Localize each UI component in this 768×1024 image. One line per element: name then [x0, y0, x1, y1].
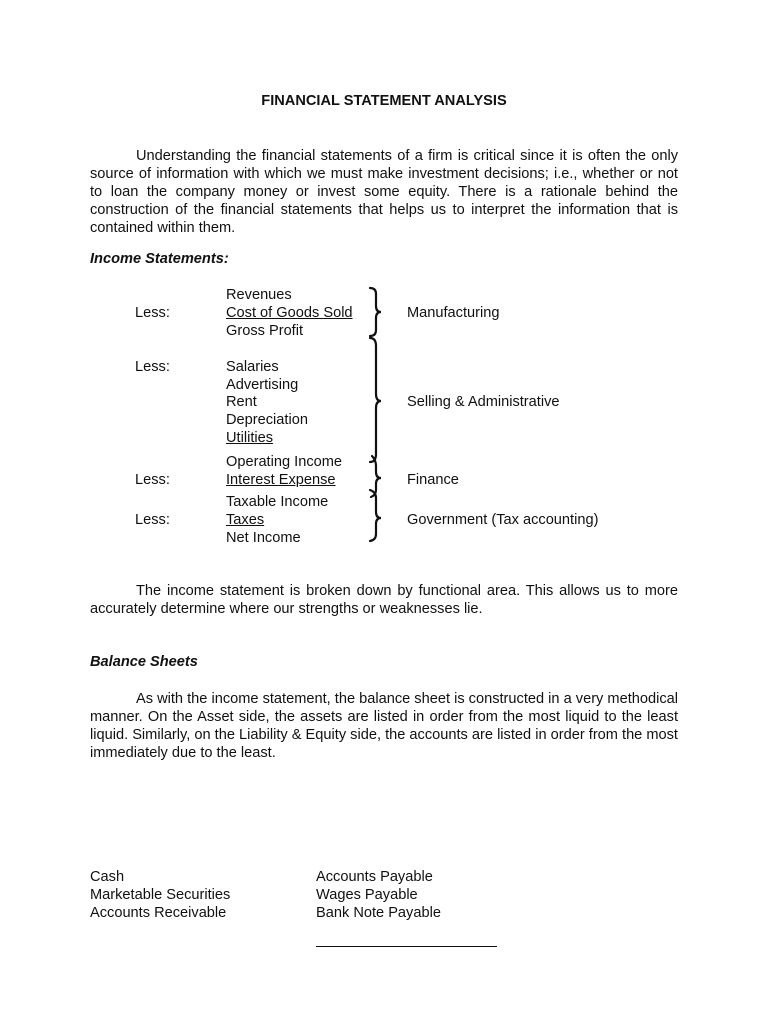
- line-net-income: Net Income: [226, 530, 301, 546]
- asset-item: Marketable Securities: [90, 887, 231, 903]
- brace-selling-admin: [370, 338, 381, 462]
- less-label: Less:: [135, 305, 170, 321]
- line-taxable-income: Taxable Income: [226, 494, 329, 510]
- line-interest-expense: Interest Expense: [226, 472, 336, 488]
- asset-item: Cash: [90, 869, 125, 885]
- line-gross-profit: Gross Profit: [226, 323, 304, 339]
- liability-item: Bank Note Payable: [316, 905, 441, 921]
- line-salaries: Salaries: [226, 359, 279, 375]
- balance-sheet-text: As with the income statement, the balance sheet is constructed in a very methodical manner. On the Asset side, the assets are listed in order from the most liquid to the least liquid. Similarly, on the Liability & Equity side, the accounts are listed in order from the most immediately due to the least.: [90, 691, 678, 761]
- income-statement-paragraph: [90, 582, 678, 618]
- functional-area-braces: [364, 284, 388, 546]
- line-operating-income: Operating Income: [226, 454, 343, 470]
- line-utilities: Utilities: [226, 430, 274, 446]
- page-title: FINANCIAL STATEMENT ANALYSIS: [261, 93, 507, 109]
- income-statements-heading: Income Statements:: [90, 251, 229, 267]
- less-label: Less:: [135, 359, 170, 375]
- intro-paragraph: [90, 147, 678, 237]
- area-finance: Finance: [407, 472, 459, 488]
- line-depreciation: Depreciation: [226, 412, 308, 428]
- liabilities-rule: [316, 946, 497, 947]
- less-label: Less:: [135, 472, 170, 488]
- line-advertising: Advertising: [226, 377, 299, 393]
- brace-manufacturing: [370, 288, 381, 336]
- area-manufacturing: Manufacturing: [407, 305, 500, 321]
- line-cogs: Cost of Goods Sold: [226, 305, 353, 321]
- less-label: Less:: [135, 512, 170, 528]
- area-government: Government (Tax accounting): [407, 512, 599, 528]
- asset-item: Accounts Receivable: [90, 905, 227, 921]
- income-statement-text: The income statement is broken down by functional area. This allows us to more accurately determine where our strengths or weaknesses lie.: [90, 583, 678, 617]
- line-taxes: Taxes: [226, 512, 265, 528]
- balance-sheet-paragraph: [90, 690, 678, 762]
- liability-item: Wages Payable: [316, 887, 418, 903]
- area-selling-admin: Selling & Administrative: [407, 394, 560, 410]
- liability-item: Accounts Payable: [316, 869, 433, 885]
- line-revenues: Revenues: [226, 287, 292, 303]
- line-rent: Rent: [226, 394, 257, 410]
- balance-sheets-heading: Balance Sheets: [90, 654, 198, 670]
- intro-text: Understanding the financial statements of a firm is critical since it is often the only source of information with which we must make investment decisions; i.e., whether or not to loan the company money or invest some equity. There is a rationale behind the construction of the financial statements that helps us to interpret the information that is contained within them.: [90, 148, 678, 236]
